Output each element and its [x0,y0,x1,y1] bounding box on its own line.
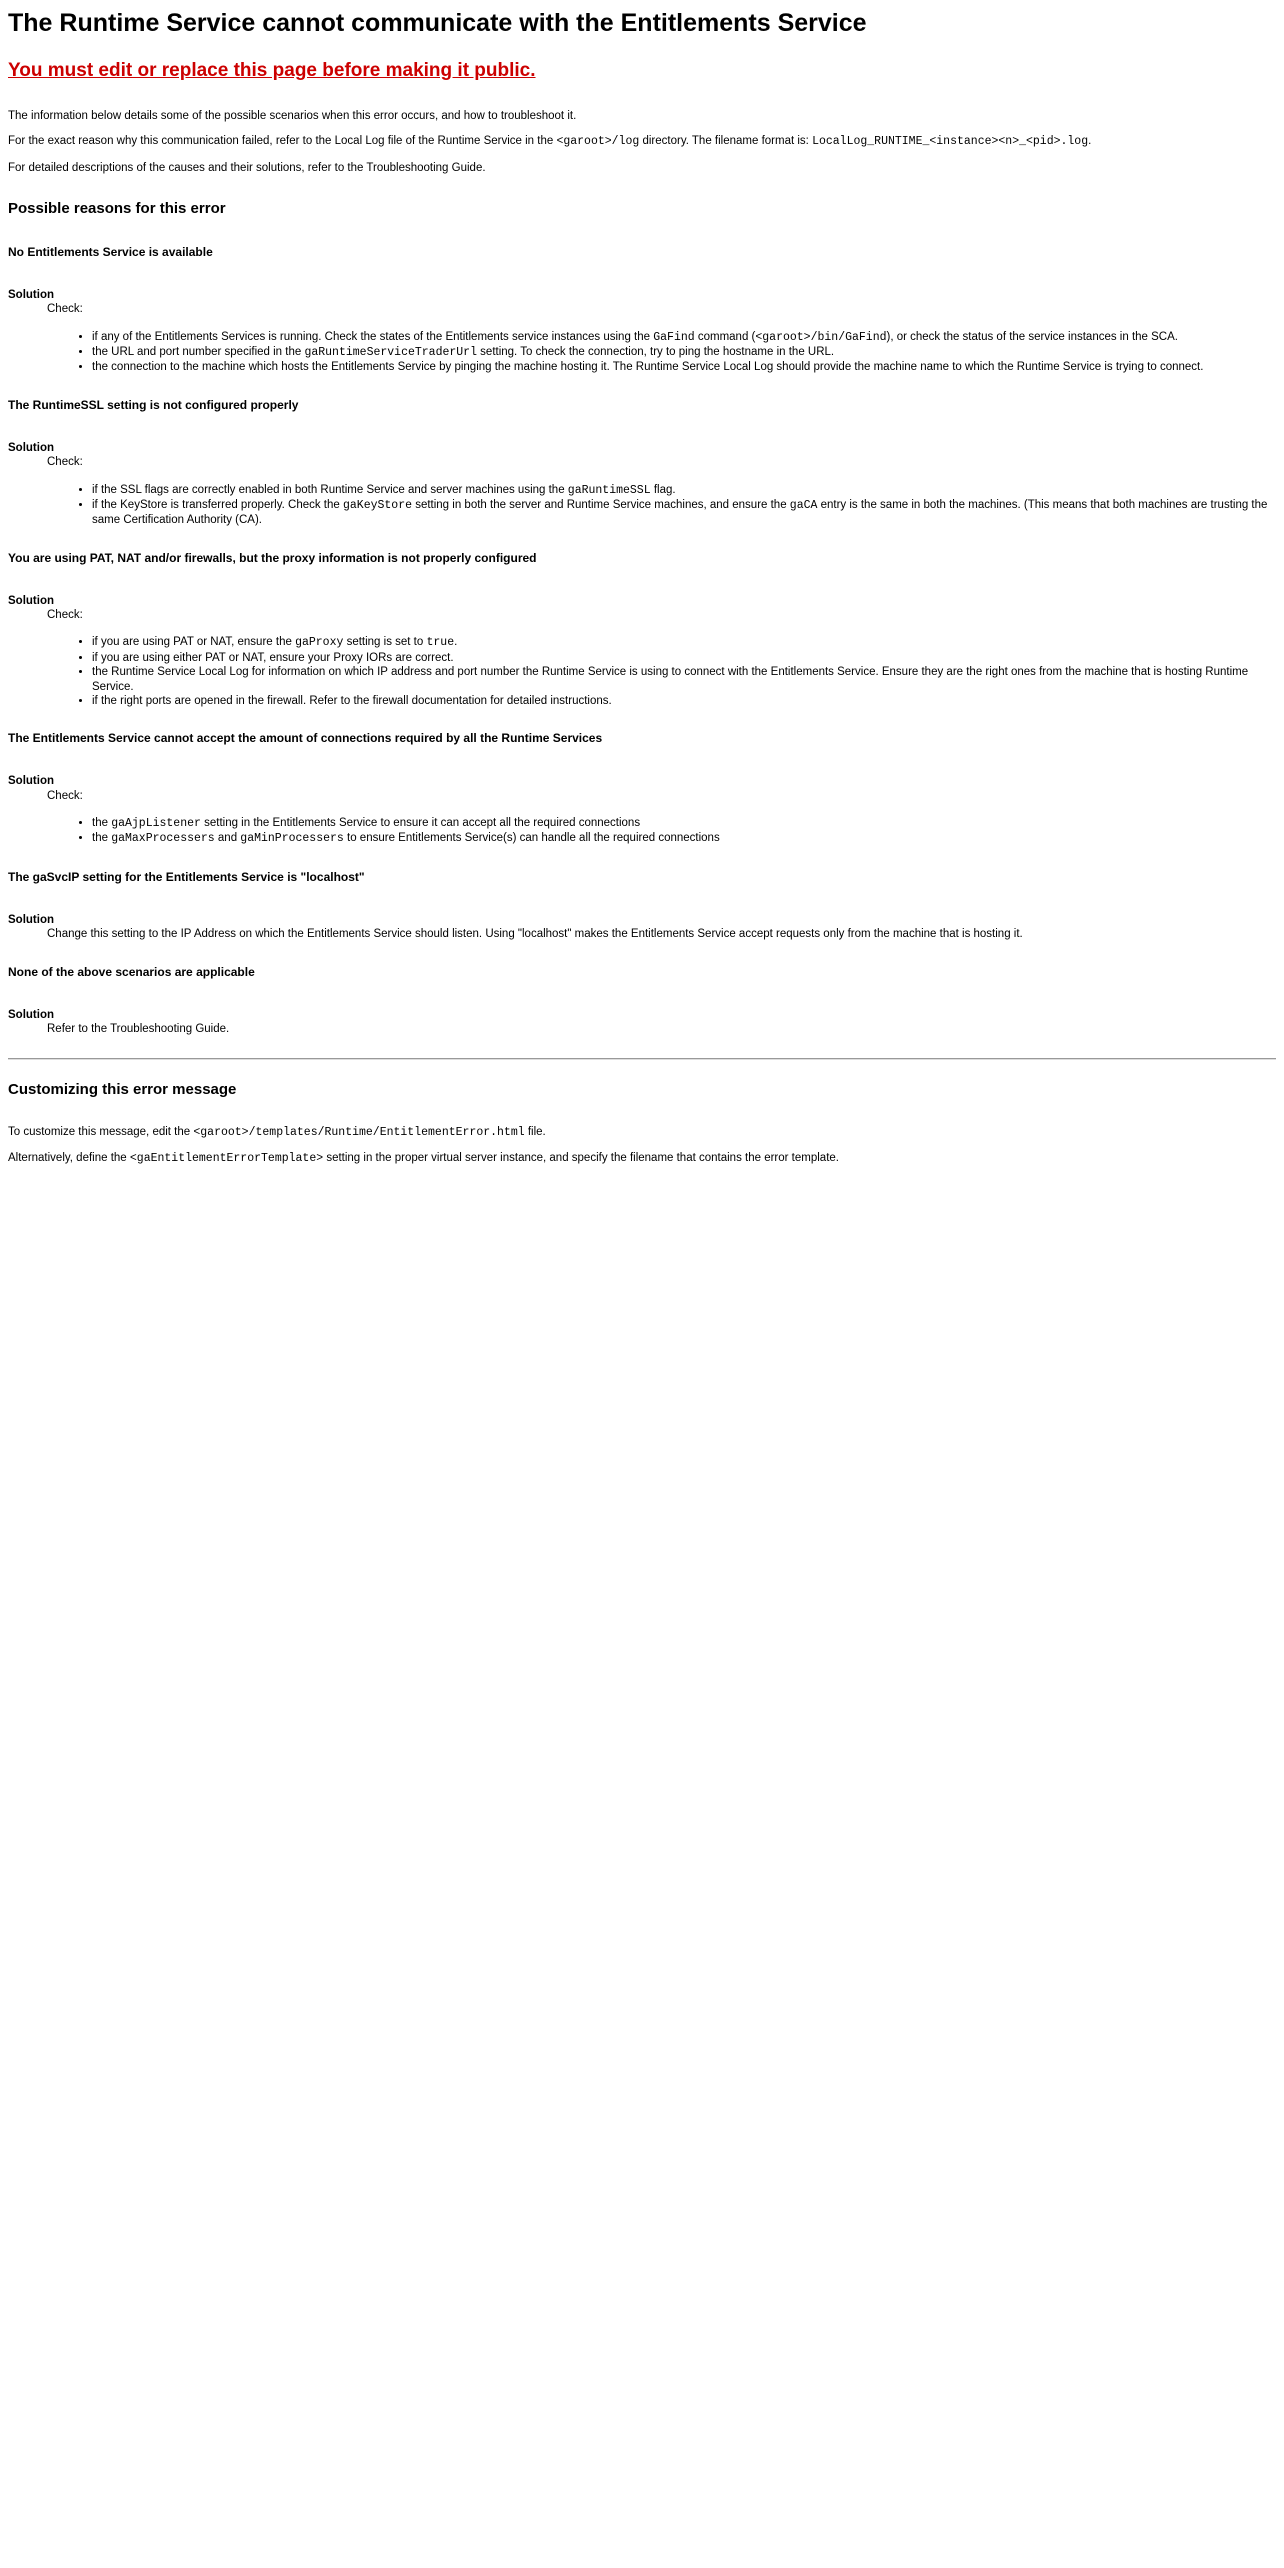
check-label: Check: [47,789,83,802]
scenario-solution-localhost [8,913,1276,942]
garoot-log-path: <garoot>/log [556,135,640,149]
solution-body [47,789,1276,847]
list-item: • if you are using PAT or NAT, ensure the gaProxy setting is set to true. [92,635,1276,650]
list-item: • if the KeyStore is transferred properly. Check the gaKeyStore setting in both the server and Runtime Service machines, and ensure the gaCA entry is the same in both the machines. (This means that both machines are trusting the same Certification Authority (CA). [92,498,1276,528]
list-item: • if the right ports are opened in the firewall. Refer to the firewall documentation for detailed instructions. [92,694,1276,708]
scenario-heading-runtime-ssl: The RuntimeSSL setting is not configured properly [8,397,299,412]
list-item: • if the SSL flags are correctly enabled in both Runtime Service and server machines using the gaRuntimeSSL flag. [92,483,1276,498]
solution-label: Solution [8,594,54,607]
list-item: • the URL and port number specified in the gaRuntimeServiceTraderUrl setting. To check the connection, try to ping the hostname in the URL. [92,345,1276,360]
solution-body [47,455,1276,528]
check-label: Check: [47,303,83,316]
solution-label: Solution [8,288,54,301]
solution-body [47,608,1276,708]
check-list [47,816,1276,847]
solution-label: Solution [8,913,54,926]
solution-label: Solution [8,775,54,788]
check-list [47,483,1276,528]
check-list [47,635,1276,708]
check-label: Check: [47,456,83,469]
scenario-solution-none-applicable [8,1008,1276,1037]
scenario-heading-no-service: No Entitlements Service is available [8,244,213,259]
scenario-solution-no-service [8,288,1276,375]
edit-warning: You must edit or replace this page before making it public. [8,60,536,82]
list-item: • the gaAjpListener setting in the Entitlements Service to ensure it can accept all the required connections [92,816,1276,831]
page-title: The Runtime Service cannot communicate with the Entitlements Service [8,9,867,37]
intro-paragraph: The information below details some of the possible scenarios when this error occurs, and how to troubleshoot it. [8,110,577,122]
divider [8,1058,1276,1060]
reasons-heading: Possible reasons for this error [8,200,226,218]
list-item: • the Runtime Service Local Log for information on which IP address and port number the Runtime Service is using to connect with the Entitlements Service. Ensure they are the right ones from the machine that is hosting Runtime Service. [92,665,1276,694]
solution-label: Solution [8,441,54,454]
list-item: • the gaMaxProcessers and gaMinProcessers to ensure Entitlements Service(s) can handle all the required connections [92,831,1276,846]
scenario-solution-pat-nat [8,594,1276,709]
scenario-heading-connections: The Entitlements Service cannot accept the amount of connections required by all the Runtime Services [8,731,603,746]
list-item: • if you are using either PAT or NAT, ensure your Proxy IORs are correct. [92,651,1276,665]
scenario-solution-connections [8,774,1276,847]
log-filename-format: LocalLog_RUNTIME_<instance><n>_<pid>.log [812,135,1089,149]
scenario-solution-runtime-ssl [8,441,1276,528]
list-item: • if any of the Entitlements Services is running. Check the states of the Entitlements service instances using the GaFind command (<garoot>/bin/GaFind), or check the status of the service instances in the SCA. [92,330,1276,345]
solution-body: Change this setting to the IP Address on which the Entitlements Service should listen. Using "localhost" makes the Entitlements Service accept requests only from the machine that is hosting it. [47,928,1023,941]
solution-body: Refer to the Troubleshooting Guide. [47,1022,230,1035]
alternative-paragraph: Alternatively, define the <gaEntitlementErrorTemplate> setting in the proper virtual server instance, and specify the filename that contains the error template. [8,1152,839,1166]
scenario-heading-none-applicable: None of the above scenarios are applicable [8,964,255,979]
template-path: <garoot>/templates/Runtime/EntitlementError.html [193,1126,525,1139]
solution-label: Solution [8,1008,54,1021]
scenario-heading-localhost: The gaSvcIP setting for the Entitlements Service is "localhost" [8,869,365,884]
list-item: • the connection to the machine which hosts the Entitlements Service by pinging the machine hosting it. The Runtime Service Local Log should provide the machine name to which the Runtime Service is trying to connect. [92,360,1276,374]
log-file-paragraph: For the exact reason why this communication failed, refer to the Local Log file of the Runtime Service in the <garoot>/log directory. The filename format is: LocalLog_RUNTIME_<instance><n>_<pid>.log. [8,135,1092,149]
solution-body [47,302,1276,375]
customize-paragraph: To customize this message, edit the <garoot>/templates/Runtime/EntitlementError.html file. [8,1126,546,1139]
template-setting: <gaEntitlementErrorTemplate> [129,1152,324,1166]
check-list [47,330,1276,375]
troubleshooting-paragraph: For detailed descriptions of the causes and their solutions, refer to the Troubleshooting Guide. [8,161,486,174]
page [0,0,1284,1167]
check-label: Check: [47,609,83,621]
customize-heading: Customizing this error message [8,1081,237,1099]
scenario-heading-pat-nat: You are using PAT, NAT and/or firewalls, but the proxy information is not properly configured [8,550,537,565]
